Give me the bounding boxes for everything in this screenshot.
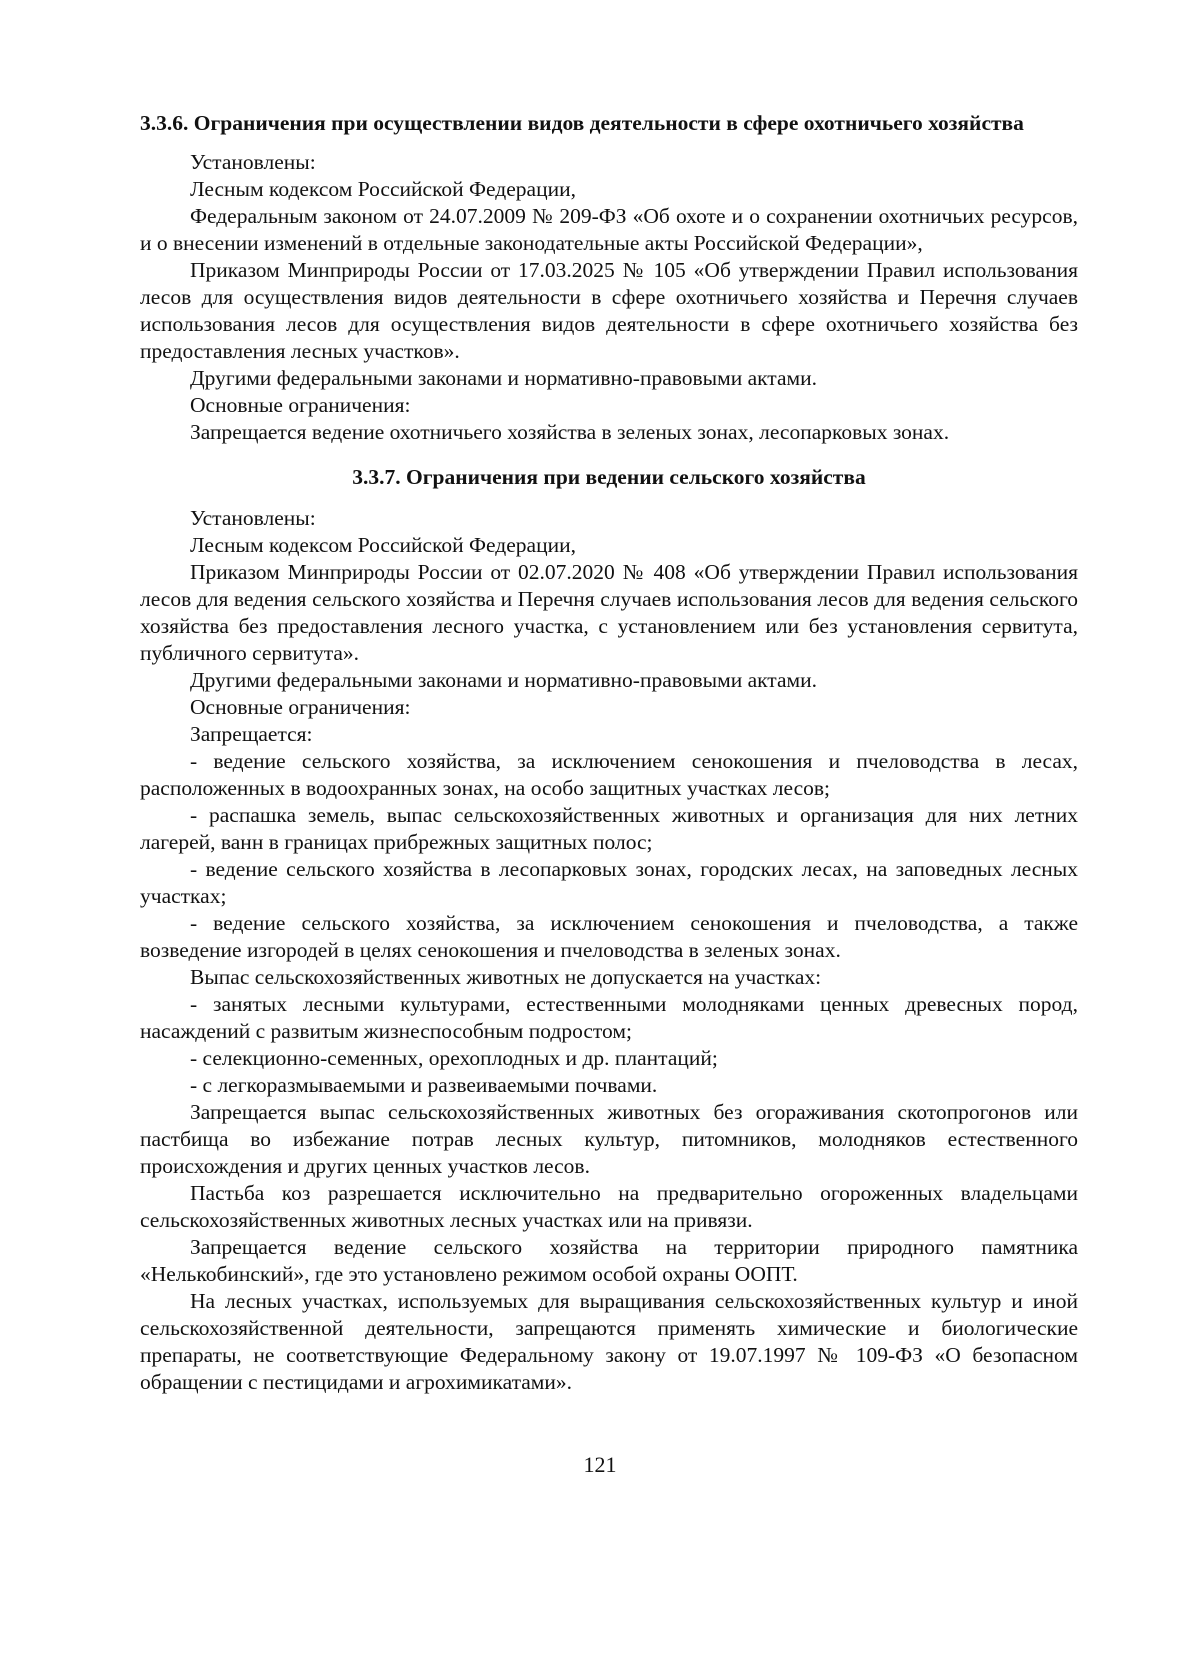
paragraph: Другими федеральными законами и нормативно-правовыми актами. (190, 668, 817, 692)
paragraph: Приказом Минприроды России от 02.07.2020 № 408 «Об утверждении Правил использования лесов для ведения сельского хозяйства и Перечня случаев использования лесов для ведения сельского хозяйства без предоставления лесного участка, с установлением или без установления сервитута, публичного сервитута». (140, 560, 1078, 665)
list-item: - занятых лесными культурами, естественными молодняками ценных древесных пород, насаждений с развитым жизнеспособным подростом; (140, 992, 1078, 1043)
section-title: 3.3.7. Ограничения при ведении сельского хозяйства (352, 465, 866, 489)
section-3-3-7 (140, 464, 1078, 1396)
page-number: 121 (583, 1452, 617, 1477)
paragraph: Основные ограничения: (190, 695, 411, 719)
paragraph: Федеральным законом от 24.07.2009 № 209-ФЗ «Об охоте и о сохранении охотничьих ресурсов, и о внесении изменений в отдельные законодательные акты Российской Федерации», (140, 204, 1078, 255)
paragraph: Запрещается ведение сельского хозяйства на территории природного памятника «Нелькобинский», где это установлено режимом особой охраны ООПТ. (140, 1235, 1078, 1286)
list-item: - ведение сельского хозяйства, за исключением сенокошения и пчеловодства, а также возведение изгородей в целях сенокошения и пчеловодства в зеленых зонах. (140, 911, 1078, 962)
paragraph: Установлены: (190, 150, 316, 174)
paragraph: Запрещается: (190, 722, 313, 746)
page-content (140, 110, 1078, 1396)
paragraph: Лесным кодексом Российской Федерации, (190, 533, 576, 557)
list-item: - селекционно-семенных, орехоплодных и др. плантаций; (190, 1046, 718, 1070)
paragraph: На лесных участках, используемых для выращивания сельскохозяйственных культур и иной сельскохозяйственной деятельности, запрещаются применять химические и биологические препараты, не соответствующие Федеральному закону от 19.07.1997 № 109-ФЗ «О безопасном обращении с пестицидами и агрохимикатами». (140, 1289, 1078, 1394)
list-item: - ведение сельского хозяйства в лесопарковых зонах, городских лесах, на заповедных лесных участках; (140, 857, 1078, 908)
paragraph: Выпас сельскохозяйственных животных не допускается на участках: (190, 965, 822, 989)
paragraph: Приказом Минприроды России от 17.03.2025 № 105 «Об утверждении Правил использования лесов для осуществления видов деятельности в сфере охотничьего хозяйства и Перечня случаев использования лесов для осуществления видов деятельности в сфере охотничьего хозяйства без предоставления лесных участков». (140, 258, 1078, 363)
paragraph: Пастьба коз разрешается исключительно на предварительно огороженных владельцами сельскохозяйственных животных лесных участках или на привязи. (140, 1181, 1078, 1232)
section-title: 3.3.6. Ограничения при осуществлении видов деятельности в сфере охотничьего хозяйства (140, 111, 1024, 135)
paragraph: Лесным кодексом Российской Федерации, (190, 177, 576, 201)
paragraph: Другими федеральными законами и нормативно-правовыми актами. (190, 366, 817, 390)
list-item: - распашка земель, выпас сельскохозяйственных животных и организация для них летних лагерей, ванн в границах прибрежных защитных полос; (140, 803, 1078, 854)
section-3-3-6 (140, 110, 1078, 446)
list-item: - ведение сельского хозяйства, за исключением сенокошения и пчеловодства в лесах, расположенных в водоохранных зонах, на особо защитных участках лесов; (140, 749, 1078, 800)
paragraph: Запрещается ведение охотничьего хозяйства в зеленых зонах, лесопарковых зонах. (190, 420, 950, 444)
paragraph: Запрещается выпас сельскохозяйственных животных без огораживания скотопрогонов или пастбища во избежание потрав лесных культур, питомников, молодняков естественного происхождения и других ценных участков лесов. (140, 1100, 1078, 1178)
paragraph: Установлены: (190, 506, 316, 530)
list-item: - с легкоразмываемыми и развеиваемыми почвами. (190, 1073, 658, 1097)
paragraph: Основные ограничения: (190, 393, 411, 417)
